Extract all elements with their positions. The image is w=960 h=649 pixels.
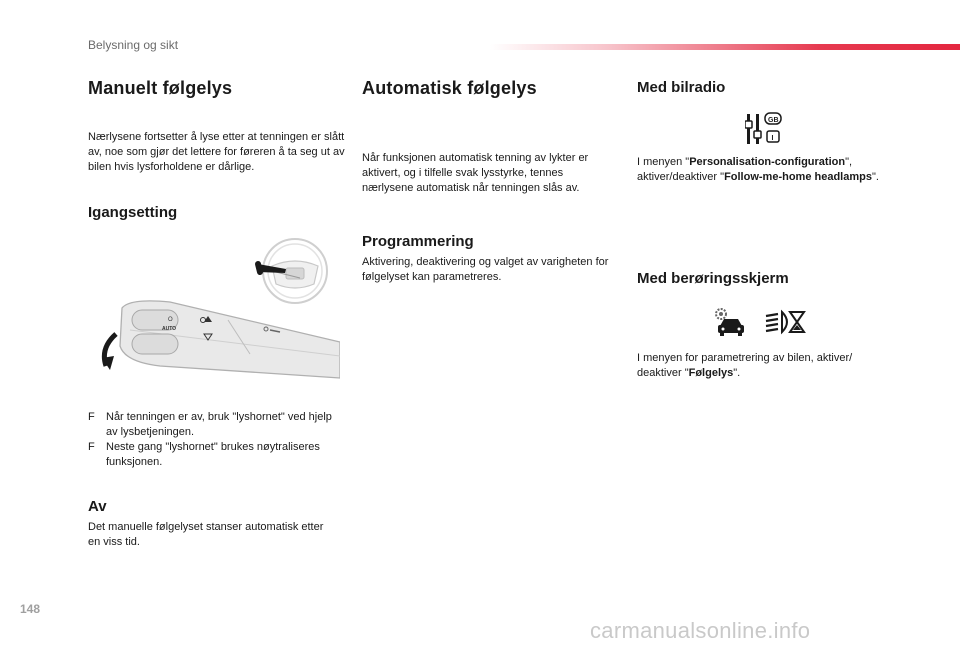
heading-off: Av [88,498,107,515]
manual-intro: Nærlysene fortsetter å lyse etter at tenningen er slått av, noe som gjør det lettere for føreren å ta seg ut av bilen hvis lysforholdene er dårlige. [88,131,345,173]
watermark: carmanualsonline.info [590,618,811,643]
lighting-stalk-illustration [100,238,340,380]
follow-me-home-icon [764,309,808,335]
section-label: Belysning og sikt [88,38,179,52]
vehicle-settings-icon [712,306,746,338]
start-steps [88,410,338,470]
radio-menu-name: Personalisation-configuration [689,156,846,168]
list-item: F Når tenningen er av, bruk "lyshornet" ved hjelp av lysbetjeningen. [88,411,332,438]
automatic-intro: Når funksjonen automatisk tenning av lykter er aktivert, og i tilfelle svak lysstyrke, tennes nærlysene automatisk når tenningen slås av. [362,152,589,194]
touchscreen-instructions: I menyen for parametrering av bilen, aktiver/ deaktiver "Følgelys". [637,352,853,379]
svg-text:GB: GB [768,117,779,124]
heading-radio: Med bilradio [637,79,726,96]
light-stalk-closeup [120,301,340,378]
stalk-off-label: O [168,317,173,323]
radio-option-name: Follow-me-home headlamps [724,171,872,183]
radio-settings-icon [745,111,789,147]
header-accent-bar [490,44,960,50]
stalk-auto-label: AUTO [162,326,177,332]
programming-text: Aktivering, deaktivering og valget av varigheten for følgelyset kan parametreres. [362,256,609,283]
heading-start: Igangsetting [88,204,178,221]
list-item: F Neste gang "lyshornet" brukes nøytraliseres funksjonen. [88,441,320,468]
title-manual: Manuelt følgelys [88,78,233,98]
heading-programming: Programmering [362,233,474,250]
heading-touchscreen: Med berøringsskjerm [637,270,789,287]
title-automatic: Automatisk følgelys [362,78,537,98]
svg-text:I: I [771,135,774,142]
radio-instructions: I menyen "Personalisation-configuration", aktiver/deaktiver "Follow-me-home headlamps". [637,156,879,183]
touch-option-name: Følgelys [688,367,734,379]
off-text: Det manuelle følgelyset stanser automatisk etter en viss tid. [88,521,324,548]
page-number: 148 [20,602,41,616]
